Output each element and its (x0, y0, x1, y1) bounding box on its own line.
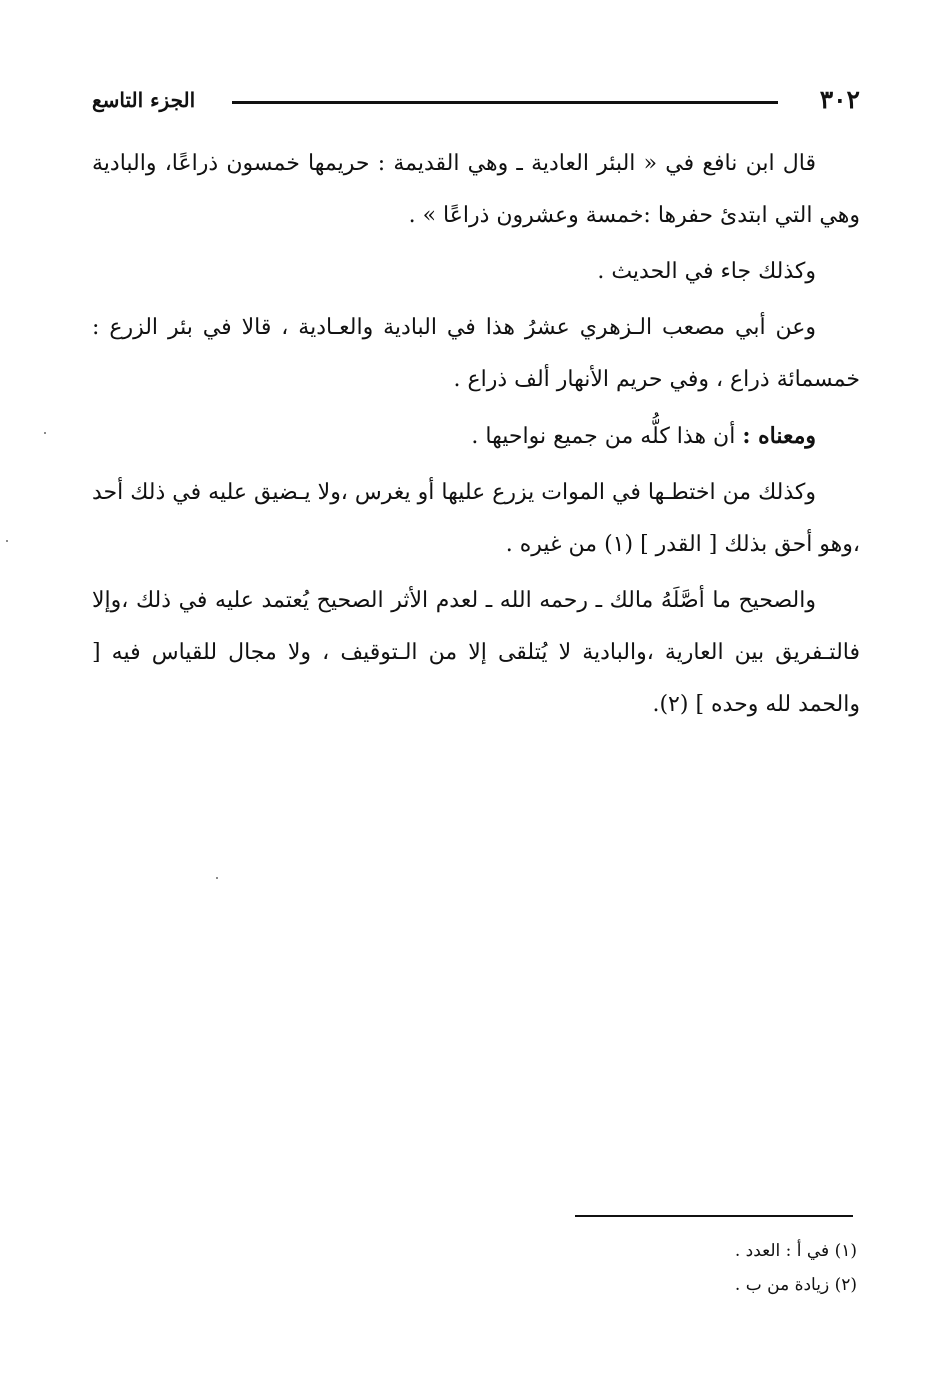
paragraph: قال ابن نافع في « البئر العادية ـ وهي القديمة : حريمها خمسون ذراعًا، والبادية وهي التي ابتدئ حفرها :خمسة وعشرون ذراعًا » . (92, 151, 860, 228)
paragraph: وكذلك جاء في الحديث . (597, 259, 816, 284)
page-number: ٣٠٢ (819, 85, 860, 114)
footnotes (357, 1234, 857, 1302)
scan-speck (44, 432, 46, 434)
paragraph: ومعناه : أن هذا كلُّه من جميع نواحيها . (471, 423, 816, 449)
paragraph: وكذلك من اختطـها في الموات يزرع عليها أو يغرس ،ولا يـضيق عليه في ذلك أحد ،وهو أحق بذلك [ القدر ] (١) من غيره . (92, 480, 860, 557)
running-title: الجزء التاسع (92, 88, 196, 112)
header-rule (232, 101, 778, 104)
footnote: (٢) زيادة من ب . (734, 1275, 857, 1295)
main-text (92, 138, 860, 735)
scan-speck (216, 877, 218, 879)
bold-lead-word: ومعناه : (742, 423, 816, 449)
paragraph: وعن أبي مصعب الـزهري عشرُ هذا في البادية والعـادية ، قالا في بئر الزرع : خمسمائة ذراع ، وفي حريم الأنهار ألف ذراع . (92, 315, 860, 392)
footnote-rule (575, 1215, 853, 1217)
footnote: (١) في أ : العدد . (734, 1241, 857, 1261)
scan-speck (6, 540, 8, 542)
page-header (92, 82, 860, 122)
paragraph: والصحيح ما أصَّلَهُ مالك ـ رحمه الله ـ لعدم الأثر الصحيح يُعتمد عليه في ذلك ،وإلا فالتـفريق بين العارية ،والبادية لا يُتلقى إلا من الـتوقيف ، ولا مجال للقياس فيه [ والحمد لله وحده ] (٢). (92, 588, 860, 717)
